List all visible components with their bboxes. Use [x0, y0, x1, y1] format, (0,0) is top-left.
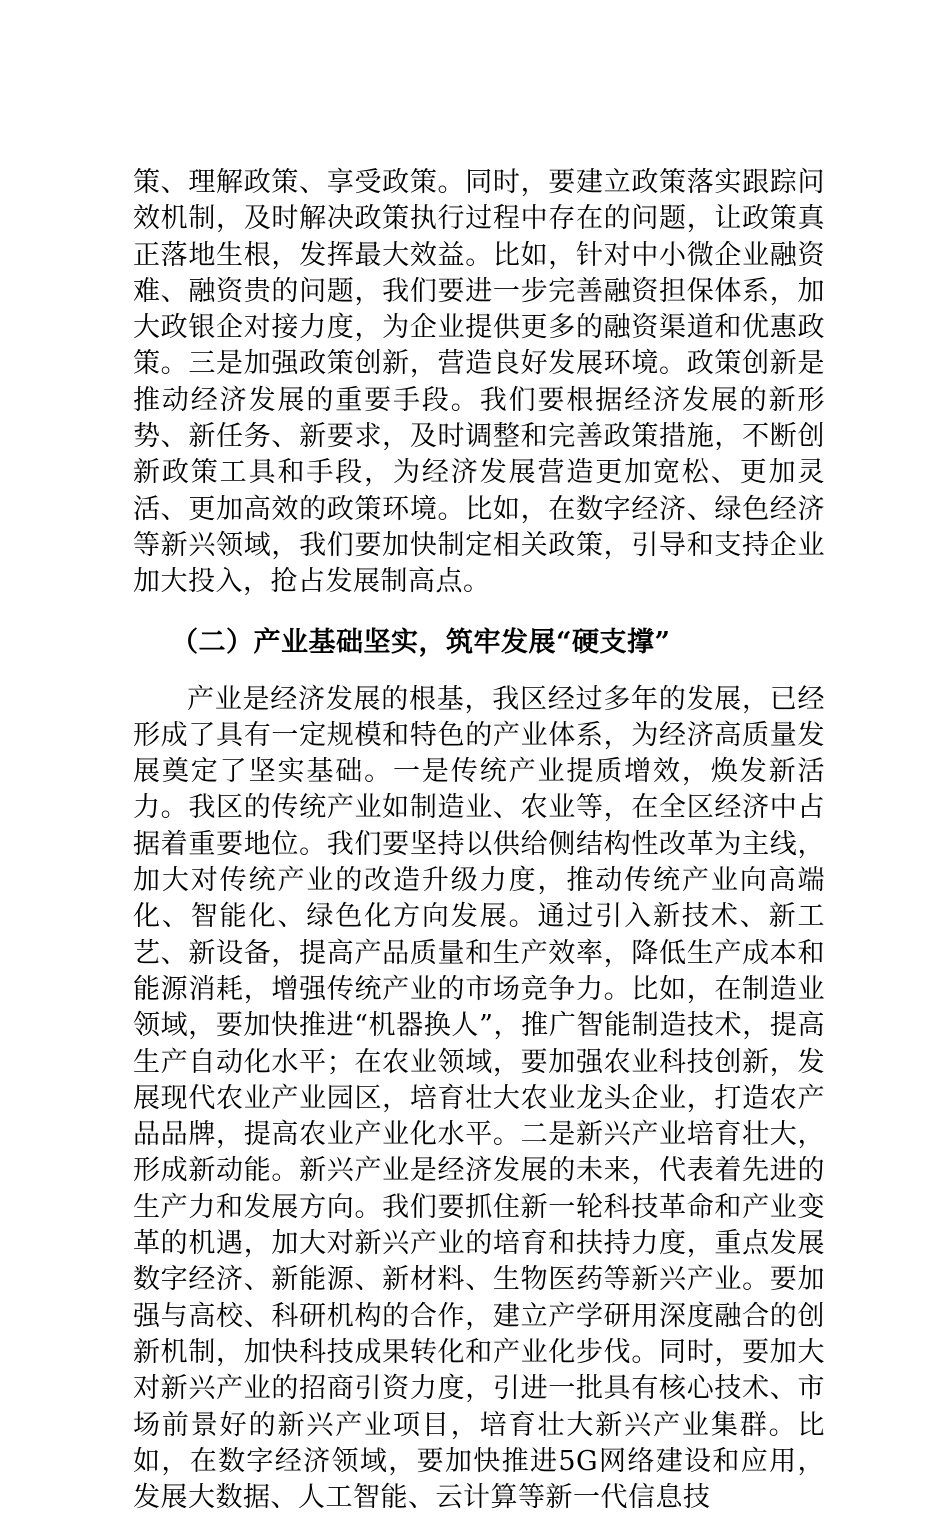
paragraph-industry: 产业是经济发展的根基，我区经过多年的发展，已经形成了具有一定规模和特色的产业体系，为经济高质量发展奠定了坚实基础。一是传统产业提质增效，焕发新活力。我区的传统产业如制造业、农业等，在全区经济中占据着重要地位。我们要坚持以供给侧结构性改革为主线，加大对传统产业的改造升级力度，推动传统产业向高端化、智能化、绿色化方向发展。通过引入新技术、新工艺、新设备，提高产品质量和生产效率，降低生产成本和能源消耗，增强传统产业的市场竞争力。比如，在制造业领域，要加快推进“机器换人”，推广智能制造技术，提高生产自动化水平；在农业领域，要加强农业科技创新，发展现代农业产业园区，培育壮大农业龙头企业，打造农产品品牌，提高农业产业化水平。二是新兴产业培育壮大，形成新动能。新兴产业是经济发展的未来，代表着先进的生产力和发展方向。我们要抓住新一轮科技革命和产业变革的机遇，加大对新兴产业的培育和扶持力度，重点发展数字经济、新能源、新材料、生物医药等新兴产业。要加强与高校、科研机构的合作，建立产学研用深度融合的创新机制，加快科技成果转化和产业化步伐。同时，要加大对新兴产业的招商引资力度，引进一批具有核心技术、市场前景好的新兴产业项目，培育壮大新兴产业集群。比如，在数字经济领域，要加快推进5G网络建设和应用，发展大数据、人工智能、云计算等新一代信息技 [133, 683, 825, 1514]
section-heading: （二）产业基础坚实，筑牢发展“硬支撑” [171, 626, 671, 658]
paragraph-policy: 策、理解政策、享受政策。同时，要建立政策落实跟踪问效机制，及时解决政策执行过程中存在的问题，让政策真正落地生根，发挥最大效益。比如，针对中小微企业融资难、融资贵的问题，我们要进一步完善融资担保体系，加大政银企对接力度，为企业提供更多的融资渠道和优惠政策。三是加强政策创新，营造良好发展环境。政策创新是推动经济发展的重要手段。我们要根据经济发展的新形势、新任务、新要求，及时调整和完善政策措施，不断创新政策工具和手段，为经济发展营造更加宽松、更加灵活、更加高效的政策环境。比如，在数字经济、绿色经济等新兴领域，我们要加快制定相关政策，引导和支持企业加大投入，抢占发展制高点。 [133, 167, 825, 598]
document-body [133, 165, 825, 1516]
